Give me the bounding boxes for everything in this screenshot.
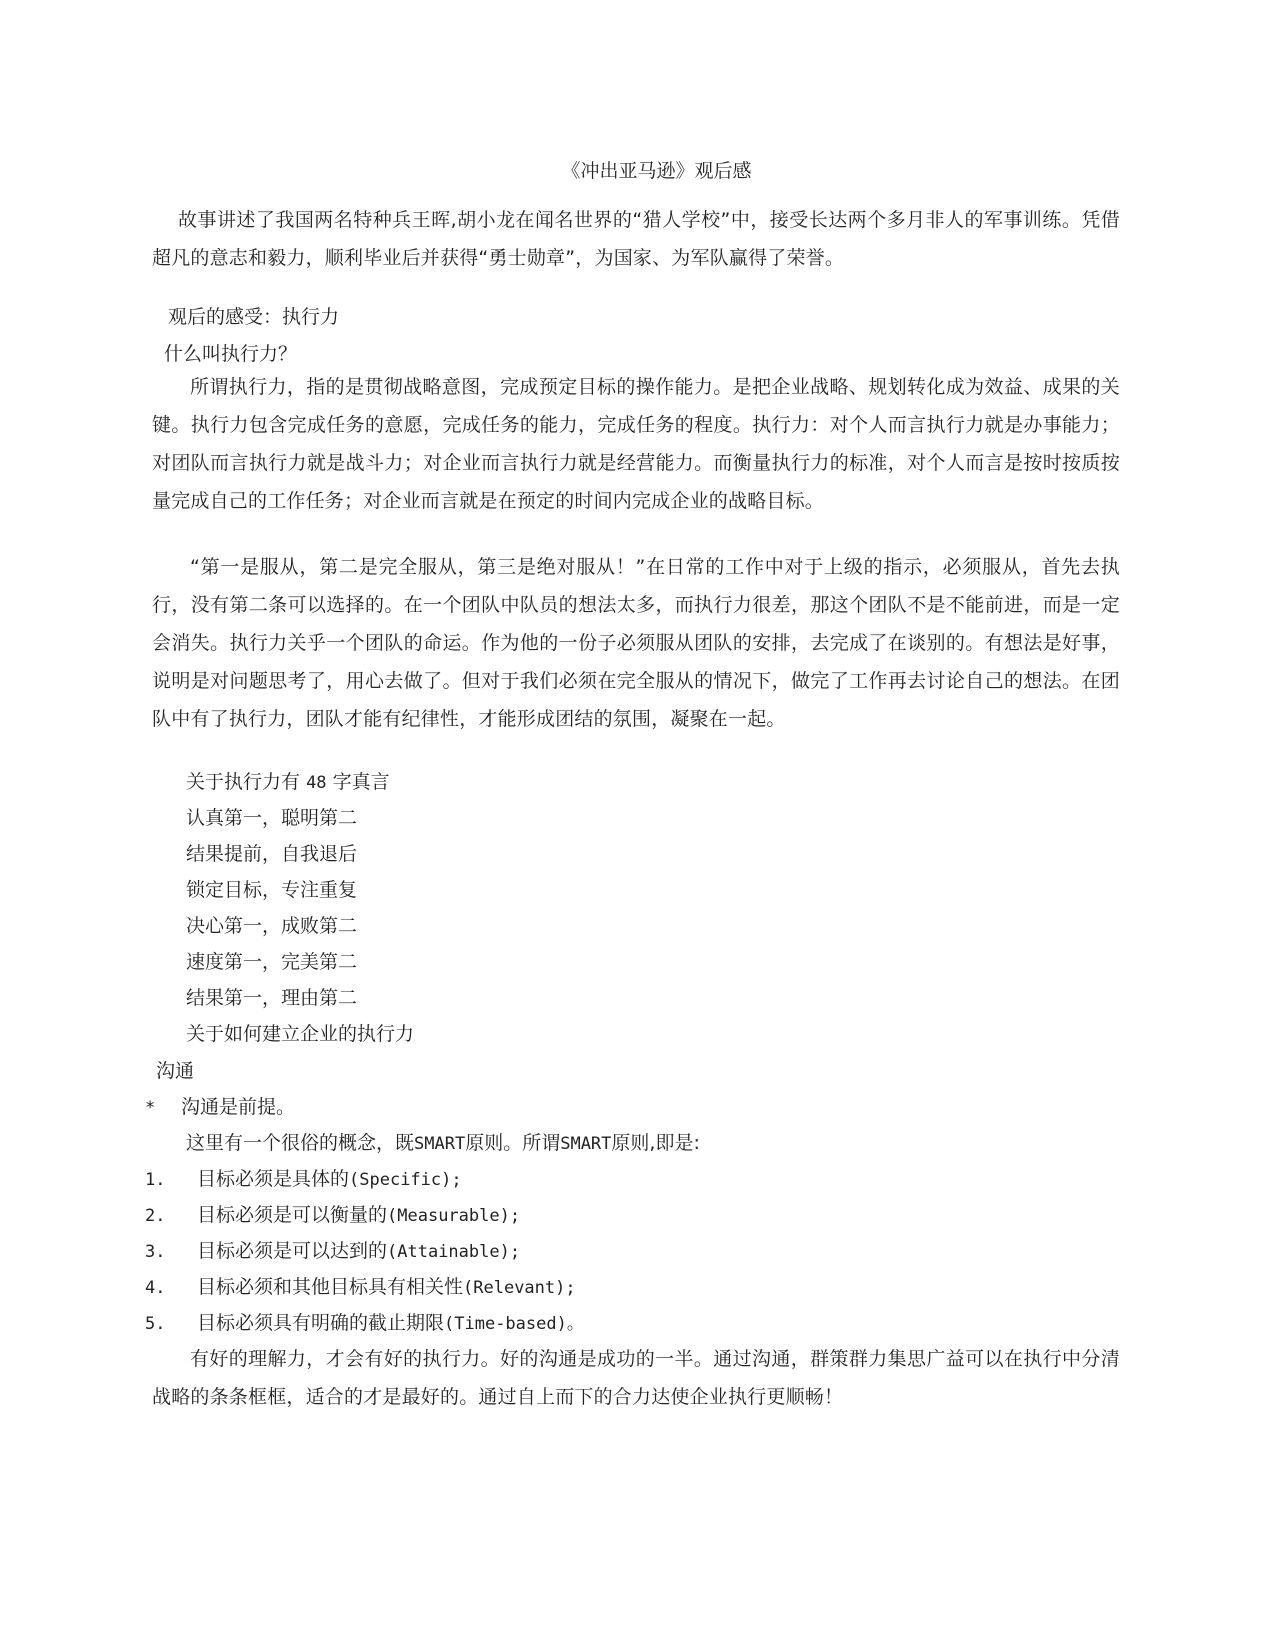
intro-paragraph: 故事讲述了我国两名特种兵王晖,胡小龙在闻名世界的“猎人学校”中，接受长达两个多月非人的军事训练。凭借超凡的意志和毅力，顺利毕业后并获得“勇士勋章”，为国家、为军队赢得了荣誉。 — [152, 209, 1120, 269]
definition-paragraph: 所谓执行力，指的是贯彻战略意图，完成预定目标的操作能力。是把企业战略、规划转化成为效益、成果的关键。执行力包含完成任务的意愿，完成任务的能力，完成任务的程度。执行力：对个人而言执行力就是办事能力；对团队而言执行力就是战斗力；对企业而言执行力就是经营能力。而衡量执行力的标准，对个人而言是按时按质按量完成自己的工作任务；对企业而言就是在预定的时间内完成企业的战略目标。 — [152, 376, 1120, 512]
motto-heading-number: 48 — [306, 773, 327, 793]
smart-item — [145, 1201, 520, 1230]
motto-line: 速度第一，完美第二 — [186, 951, 358, 973]
obedience-paragraph: “第一是服从，第二是完全服从，第三是绝对服从！”在日常的工作中对于上级的指示，必须服从，首先去执行，没有第二条可以选择的。在一个团队中队员的想法太多，而执行力很差，那这个团队不是不能前进，而是一定会消失。执行力关乎一个团队的命运。作为他的一份子必须服从团队的安排，去完成了在谈别的。有想法是好事，说明是对问题思考了，用心去做了。但对于我们必须在完全服从的情况下，做完了工作再去讨论自己的想法。在团队中有了执行力，团队才能有纪律性，才能形成团结的氛围，凝聚在一起。 — [152, 556, 1120, 730]
smart-item-english: (Relevant); — [463, 1278, 576, 1298]
smart-term: SMART — [414, 1134, 466, 1154]
smart-item-english: (Time-based)。 — [444, 1314, 584, 1334]
smart-item — [145, 1237, 520, 1266]
motto-heading-pre: 关于执行力有 — [186, 771, 301, 793]
question-heading: 什么叫执行力？ — [164, 343, 298, 365]
motto-line: 决心第一，成败第二 — [186, 915, 358, 937]
build-heading: 关于如何建立企业的执行力 — [186, 1023, 415, 1045]
smart-item-number: 3. — [145, 1242, 166, 1262]
smart-term: SMART — [560, 1134, 612, 1154]
bullet-text: 沟通是前提。 — [181, 1096, 296, 1118]
smart-item-english: (Specific); — [349, 1170, 462, 1190]
smart-item-english: (Measurable); — [387, 1206, 521, 1226]
smart-intro-part: 原则,即是: — [611, 1132, 700, 1154]
smart-item-text: 目标必须是可以衡量的 — [197, 1204, 388, 1226]
smart-item-number: 1. — [145, 1170, 166, 1190]
smart-item-text: 目标必须具有明确的截止期限 — [197, 1312, 445, 1334]
smart-item-text: 目标必须和其他目标具有相关性 — [197, 1276, 464, 1298]
document-title: 《冲出亚马逊》观后感 — [561, 160, 752, 182]
motto-heading-post: 字真言 — [332, 771, 390, 793]
smart-intro-part: 这里有一个很俗的概念，既 — [186, 1132, 415, 1154]
smart-item — [145, 1273, 576, 1302]
communication-heading: 沟通 — [156, 1060, 195, 1082]
motto-line: 结果提前，自我退后 — [186, 843, 358, 865]
closing-paragraph: 有好的理解力，才会有好的执行力。好的沟通是成功的一半。通过沟通，群策群力集思广益可以在执行中分清战略的条条框框，适合的才是最好的。通过自上而下的合力达使企业执行更顺畅！ — [152, 1348, 1120, 1408]
smart-item-english: (Attainable); — [387, 1242, 521, 1262]
smart-item-number: 4. — [145, 1278, 166, 1298]
smart-item-text: 目标必须是具体的 — [197, 1168, 350, 1190]
smart-intro-part: 原则。所谓 — [465, 1132, 561, 1154]
motto-line: 认真第一，聪明第二 — [186, 807, 358, 829]
motto-heading — [186, 768, 390, 797]
smart-item — [145, 1309, 584, 1338]
smart-item-text: 目标必须是可以达到的 — [197, 1240, 388, 1262]
motto-line: 锁定目标，专注重复 — [186, 879, 358, 901]
smart-item — [145, 1165, 462, 1194]
smart-intro — [186, 1129, 700, 1158]
bullet-line — [145, 1093, 295, 1122]
smart-item-number: 5. — [145, 1314, 166, 1334]
motto-line: 结果第一，理由第二 — [186, 987, 358, 1009]
smart-item-number: 2. — [145, 1206, 166, 1226]
feeling-heading: 观后的感受：执行力 — [168, 306, 340, 328]
bullet-mark: * — [145, 1098, 156, 1118]
